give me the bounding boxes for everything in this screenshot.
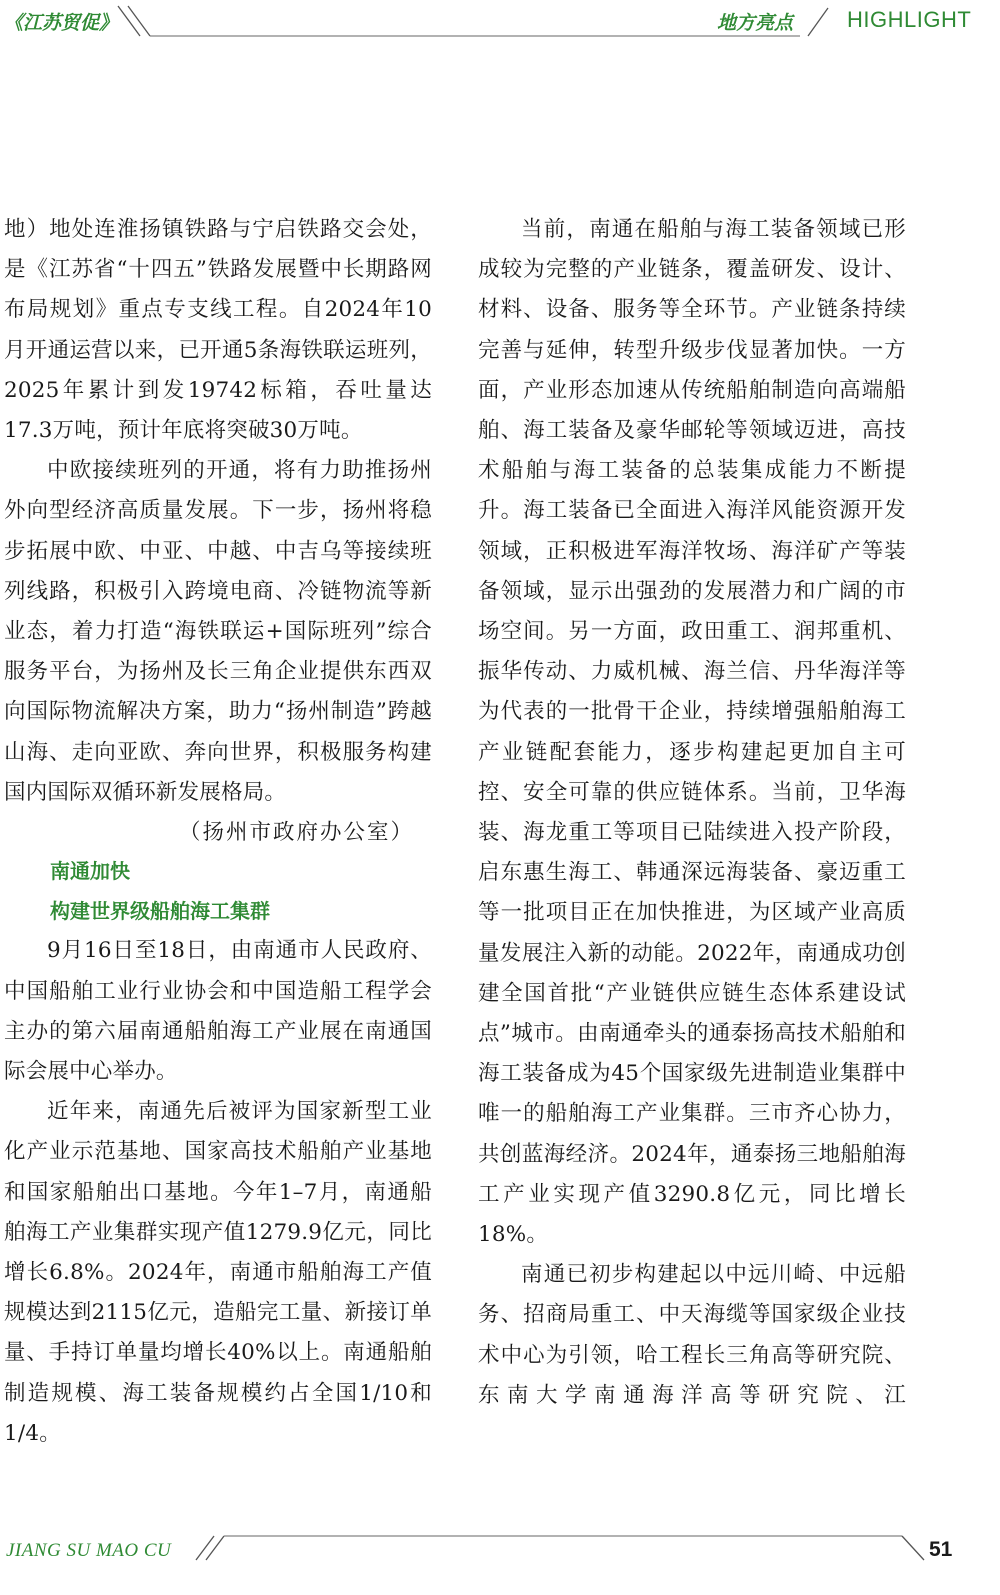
- journal-name-english: JIANG SU MAO CU: [6, 1540, 172, 1561]
- page-header: [0, 0, 1000, 44]
- paragraph: 地）地处连淮扬镇铁路与宁启铁路交会处，是《江苏省“十四五”铁路发展暨中长期路网布局规划》重点专支线工程。自2024年10月开通运营以来，已开通5条海铁联运班列，2025年累计到发19742标箱，吞吐量达17.3万吨，预计年底将突破30万吨。: [4, 217, 432, 444]
- journal-name: 《江苏贸促》: [4, 12, 119, 34]
- column-name: 地方亮点: [717, 12, 794, 34]
- paragraph: 近年来，南通先后被评为国家新型工业化产业示范基地、国家高技术船舶产业基地和国家船舶出口基地。今年1–7月，南通船舶海工产业集群实现产值1279.9亿元，同比增长6.8%。2024年，南通市船舶海工产值规模达到2115亿元，造船完工量、新接订单量、手持订单量均增长40%以上。南通船舶制造规模、海工装备规模约占全国1/10和1/4。: [4, 1099, 432, 1446]
- paragraph: [4, 451, 432, 846]
- column-name-english: HIGHLIGHT: [847, 7, 972, 32]
- right-column: [478, 210, 906, 1416]
- left-column: [4, 210, 432, 1454]
- page-number: 51: [929, 1538, 953, 1561]
- paragraph-text: 中欧接续班列的开通，将有力助推扬州外向型经济高质量发展。下一步，扬州将稳步拓展中欧、中亚、中越、中吉乌等接续班列线路，积极引入跨境电商、冷链物流等新业态，着力打造“海铁联运+国际班列”综合服务平台，为扬州及长三角企业提供东西双向国际物流解决方案，助力“扬州制造”跨越山海、走向亚欧、奔向世界，积极服务构建国内国际双循环新发展格局。: [4, 458, 432, 805]
- paragraph: 当前，南通在船舶与海工装备领域已形成较为完整的产业链条，覆盖研发、设计、材料、设备、服务等全环节。产业链条持续完善与延伸，转型升级步伐显著加快。一方面，产业形态加速从传统船舶制造向高端船舶、海工装备及豪华邮轮等领域迈进，高技术船舶与海工装备的总装集成能力不断提升。海工装备已全面进入海洋风能资源开发领域，正积极进军海洋牧场、海洋矿产等装备领域，显示出强劲的发展潜力和广阔的市场空间。另一方面，政田重工、润邦重机、振华传动、力威机械、海兰信、丹华海洋等为代表的一批骨干企业，持续增强船舶海工产业链配套能力，逐步构建起更加自主可控、安全可靠的供应链体系。当前，卫华海装、海龙重工等项目已陆续进入投产阶段，启东惠生海工、韩通深远海装备、豪迈重工等一批项目正在加快推进，为区域产业高质量发展注入新的动能。2022年，南通成功创建全国首批“产业链供应链生态体系建设试点”城市。由南通牵头的通泰扬高技术船舶和海工装备成为45个国家级先进制造业集群中唯一的船舶海工产业集群。三市齐心协力，共创蓝海经济。2024年，通泰扬三地船舶海工产业实现产值3290.8亿元，同比增长18%。: [478, 217, 906, 1248]
- section-title: 南通加快构建世界级船舶海工集群: [50, 859, 270, 924]
- paragraph: 南通已初步构建起以中远川崎、中远船务、招商局重工、中天海缆等国家级企业技术中心为引领，哈工程长三角高等研究院、东南大学南通海洋高等研究院、江: [478, 1262, 906, 1408]
- paragraph: 9月16日至18日，由南通市人民政府、中国船舶工业行业协会和中国造船工程学会主办的第六届南通船舶海工产业展在南通国际会展中心举办。: [4, 938, 432, 1085]
- news-source: （扬州市政府办公室）: [178, 820, 414, 846]
